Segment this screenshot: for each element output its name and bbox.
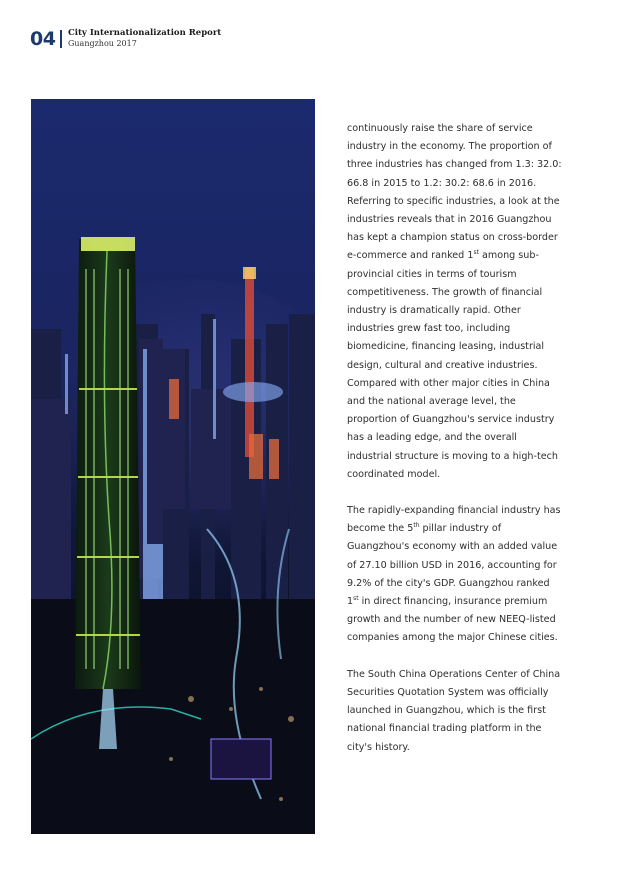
paragraph-text: continuously raise the share of service industry in the economy. The proportion of three industries has changed from 1.3: 32.0: 66.8 in 2015 to 1.2: 30.2: 68.6 in 2016. Referring to specific industries, a look at the industries reveals that in 2016 Guangzhou has kept a champion status on cross-border e-commerce and ranked 1: [347, 123, 562, 262]
cityscape-photo: [31, 99, 315, 834]
header-divider: [60, 30, 62, 48]
article-body: [347, 120, 562, 775]
paragraph-financial-industry: [347, 502, 562, 648]
paragraph-operations-center: The South China Operations Center of China Securities Quotation System was officially launched in Guangzhou, which is the first national financial trading platform in the city's history.: [347, 668, 561, 753]
page-number: 04: [30, 28, 56, 50]
paragraph-text: pillar industry of Guangzhou's economy with an added value of 27.10 billion USD in 2016, accounting for 9.2% of the city's GDP. Guangzhou ranked 1: [347, 523, 558, 608]
ordinal-suffix: th: [413, 522, 420, 530]
ordinal-suffix: st: [353, 594, 359, 602]
report-subtitle: Guangzhou 2017: [68, 39, 137, 48]
paragraph-text: among sub-provincial cities in terms of tourism competitiveness. The growth of financial industry is dramatically rapid. Other industries grew fast too, including biomedicine, financing leasing, industrial design, cultural and creative industries. Compared with other major cities in China and the national average level, the proportion of Guangzhou's service industry has a leading edge, and the overall industrial structure is moving to a high-tech coordinated model.: [347, 250, 558, 480]
paragraph-text: in direct financing, insurance premium growth and the number of new NEEQ-listed companies among the major Chinese cities.: [347, 596, 558, 644]
ordinal-suffix: st: [473, 249, 479, 257]
report-title: City Internationalization Report: [68, 28, 222, 38]
paragraph-text: The rapidly-expanding financial industry has become the 5: [347, 505, 561, 535]
paragraph-industry-structure: [347, 120, 562, 484]
